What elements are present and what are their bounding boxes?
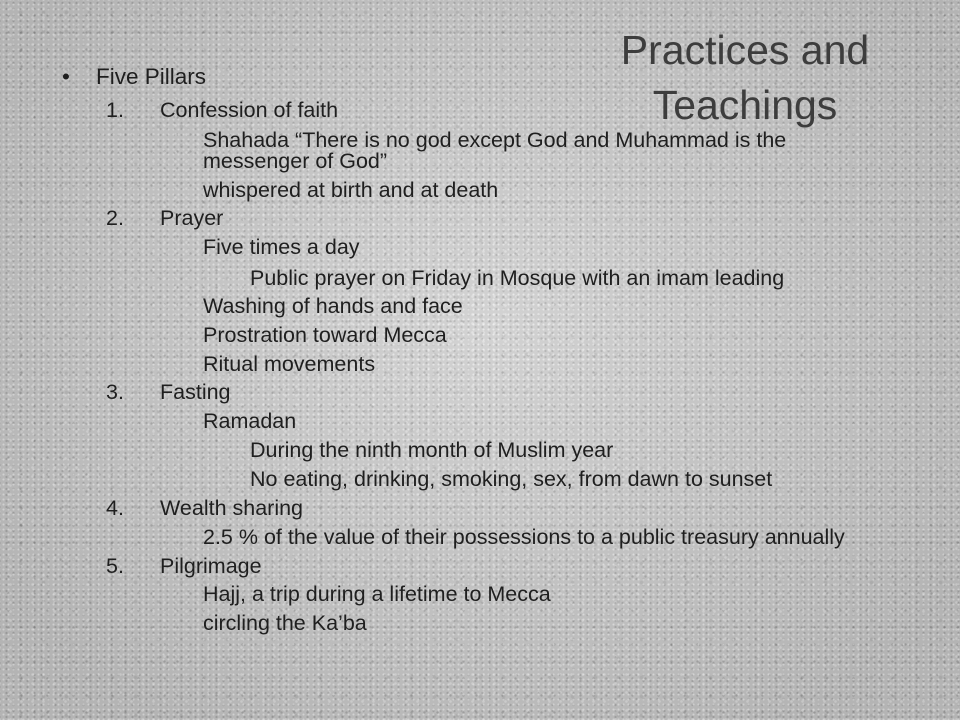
point-ramadan: Ramadan xyxy=(203,409,297,433)
bullet-icon: • xyxy=(62,64,70,89)
slide-title xyxy=(600,23,890,133)
pillar-5-number: 5. xyxy=(106,554,124,578)
pillar-2-number: 2. xyxy=(106,206,124,230)
pillar-3-name: Fasting xyxy=(160,380,231,404)
pillar-4-number: 4. xyxy=(106,496,124,520)
point-hajj: Hajj, a trip during a lifetime to Mecca xyxy=(203,582,551,606)
pillar-2-name: Prayer xyxy=(160,206,224,230)
point-five-times: Five times a day xyxy=(203,235,360,259)
subpoint-no-eating: No eating, drinking, smoking, sex, from dawn to sunset xyxy=(250,467,773,491)
subpoint-ninth-month: During the ninth month of Muslim year xyxy=(250,438,614,462)
pillar-1 xyxy=(106,97,338,123)
title-line-2: Teachings xyxy=(652,82,838,128)
point-ritual: Ritual movements xyxy=(203,352,376,376)
point-prostration: Prostration toward Mecca xyxy=(203,323,447,347)
five-pillars-heading: Five Pillars xyxy=(96,64,207,89)
point-shahada-continued: messenger of God” xyxy=(203,149,388,173)
pillar-3-number: 3. xyxy=(106,380,124,404)
point-kaba: circling the Ka’ba xyxy=(203,611,367,635)
pillar-2 xyxy=(106,205,223,231)
pillar-4-name: Wealth sharing xyxy=(160,496,304,520)
subpoint-public-prayer: Public prayer on Friday in Mosque with an imam leading xyxy=(250,266,785,290)
pillar-5-name: Pilgrimage xyxy=(160,554,262,578)
pillar-4 xyxy=(106,495,303,521)
pillar-5 xyxy=(106,553,262,579)
point-washing: Washing of hands and face xyxy=(203,294,463,318)
title-line-1: Practices and xyxy=(620,27,870,73)
pillar-1-name: Confession of faith xyxy=(160,98,339,122)
point-shahada: Shahada “There is no god except God and Muhammad is the xyxy=(203,128,787,152)
five-pillars-item xyxy=(62,64,206,90)
pillar-1-number: 1. xyxy=(106,98,124,122)
point-treasury: 2.5 % of the value of their possessions to a public treasury annually xyxy=(203,525,845,549)
pillar-3 xyxy=(106,379,231,405)
point-whispered: whispered at birth and at death xyxy=(203,178,499,202)
